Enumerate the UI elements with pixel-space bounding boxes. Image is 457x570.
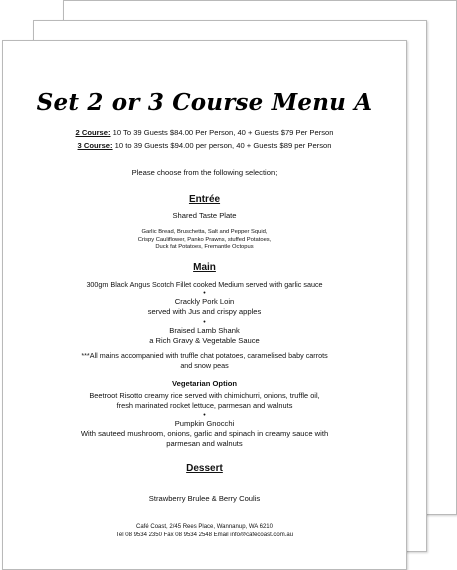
main-item-lamb-shank <box>3 326 406 346</box>
menu-title: Set 2 or 3 Course Menu A <box>36 89 373 116</box>
footer-address: Café Coast, 2/45 Rees Place, Wannanup, WA 6210 <box>136 524 273 530</box>
menu-page <box>2 40 407 570</box>
vegetarian-item-risotto <box>3 391 406 411</box>
vegetarian-item-line: parmesan and walnuts <box>166 438 243 448</box>
vegetarian-item-line: Pumpkin Gnocchi <box>174 419 235 428</box>
mains-note-line: and snow peas <box>180 360 229 370</box>
main-item-line: Crackly Pork Loin <box>174 297 235 306</box>
vegetarian-item-line: fresh marinated rocket lettuce, parmesan and walnuts <box>116 400 293 410</box>
vegetarian-item-gnocchi <box>3 419 406 449</box>
dessert-heading: Dessert <box>186 463 223 474</box>
bullet-separator: • <box>203 290 206 297</box>
main-heading: Main <box>193 262 216 273</box>
bullet-separator: • <box>203 412 206 419</box>
entree-item: Duck fat Potatoes, Fremantle Octopus <box>155 244 254 251</box>
entree-heading: Entrée <box>188 194 221 205</box>
bullet-separator: • <box>203 319 206 326</box>
main-item-line: a Rich Gravy & Vegetable Sauce <box>149 335 260 345</box>
entree-item: Crispy Cauliflower, Panko Prawns, stuffed Potatoes, <box>137 236 272 243</box>
pricing-2-course <box>3 128 406 137</box>
pricing-label: 3 Course: <box>77 141 113 150</box>
entree-subtitle: Shared Taste Plate <box>172 211 237 220</box>
footer-contact: Tel 08 9534 2350 Fax 08 9534 2548 Email info@cafecoast.com.au <box>115 532 294 536</box>
intro-text: Please choose from the following selection; <box>131 168 278 177</box>
entree-items <box>3 229 406 252</box>
pricing-3-course <box>3 141 406 150</box>
vegetarian-item-line: With sauteed mushroom, onions, garlic and spinach in creamy sauce with <box>80 428 329 438</box>
mains-note-line: ***All mains accompanied with truffle chat potatoes, caramelised baby carrots <box>81 351 328 360</box>
pricing-label: 2 Course: <box>75 128 111 137</box>
mains-note <box>3 351 406 370</box>
dessert-item: Strawberry Brulee & Berry Coulis <box>148 494 261 503</box>
vegetarian-heading: Vegetarian Option <box>172 379 237 388</box>
main-item-line: served with Jus and crispy apples <box>147 306 262 316</box>
main-item-pork-loin <box>3 297 406 317</box>
main-item-scotch-fillet: 300gm Black Angus Scotch Fillet cooked Medium served with garlic sauce <box>86 280 323 289</box>
vegetarian-item-line: Beetroot Risotto creamy rice served with chimichurri, onions, truffle oil, <box>89 391 320 400</box>
main-item-line: Braised Lamb Shank <box>169 326 240 335</box>
pricing-text: 10 to 39 Guests $94.00 per person, 40 + Guests $89 per Person <box>112 141 332 150</box>
entree-item: Garlic Bread, Bruschetta, Salt and Pepper Squid, <box>141 229 268 235</box>
pricing-text: 10 To 39 Guests $84.00 Per Person, 40 + Guests $79 Per Person <box>110 128 334 137</box>
